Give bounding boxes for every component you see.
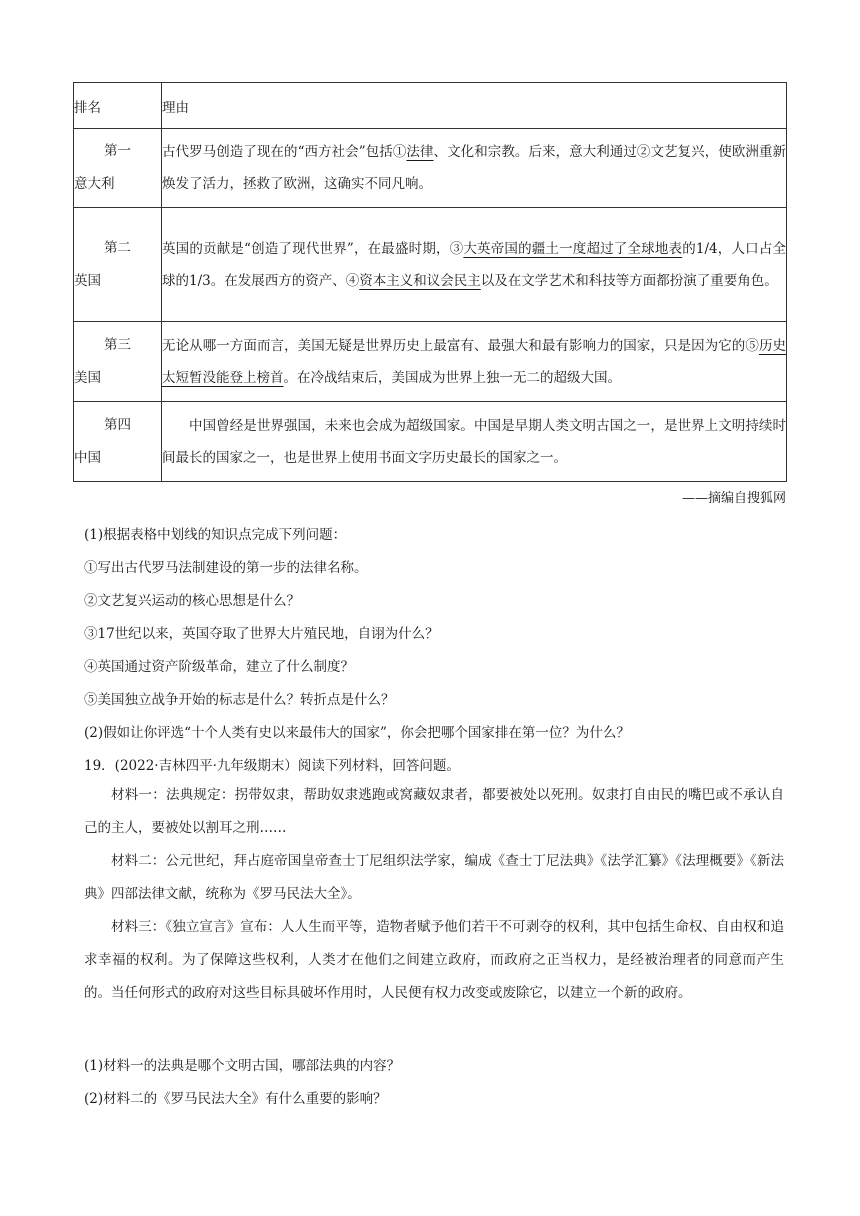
header-rank: 排名 <box>74 83 162 129</box>
reason-cell <box>162 208 787 322</box>
material-2: 材料二：公元世纪，拜占庭帝国皇帝查士丁尼组织法学家，编成《查士丁尼法典》《法学汇纂》《法理概要》《新法典》四部法律文献，统称为《罗马民法大全》。 <box>84 853 784 902</box>
reason-cell <box>162 129 787 208</box>
rank-country: 英国 <box>74 272 101 289</box>
reason-text: 无论从哪一方面而言，美国无疑是世界历史上最富有、最强大和最有影响力的国家，只是因为它的⑤ <box>162 337 759 354</box>
rank-country: 中国 <box>74 449 101 466</box>
question-19-title: 19．(2022·吉林四平·九年级期末）阅读下列材料，回答问题。 <box>84 758 460 774</box>
question-item: ①写出古代罗马法制建设的第一步的法律名称。 <box>84 560 368 576</box>
ranking-table <box>73 82 787 482</box>
rank-number: 第四 <box>104 416 131 433</box>
table-row <box>74 208 787 322</box>
reason-text: 古代罗马创造了现在的“西方社会”包括① <box>162 144 407 160</box>
question-2: (2)假如让你评选“十个人类有史以来最伟大的国家”，你会把哪个国家排在第一位？为什么？ <box>84 725 630 741</box>
reason-cell <box>162 322 787 402</box>
rank-number: 第三 <box>104 336 131 353</box>
rank-country: 意大利 <box>74 176 115 192</box>
question-item: ⑤美国独立战争开始的标志是什么？转折点是什么？ <box>84 692 395 708</box>
source-citation: ——摘编自搜狐网 <box>681 491 786 506</box>
header-reason: 理由 <box>162 83 787 129</box>
underlined-term-empire: 大英帝国的疆土一度超过了全球地表 <box>463 240 683 257</box>
reason-text: 。在冷战结束后，美国成为世界上独一无二的超级大国。 <box>283 369 621 386</box>
question-item: ④英国通过资产阶级革命，建立了什么制度？ <box>84 659 354 675</box>
table-row <box>74 402 787 482</box>
question-19-1: (1)材料一的法典是哪个文明古国，哪部法典的内容？ <box>84 1058 401 1074</box>
rank-cell <box>74 208 162 322</box>
question-item: ③17世纪以来，英国夺取了世界大片殖民地，自诩为什么？ <box>84 626 439 642</box>
underlined-term-law: 法律 <box>406 144 434 160</box>
question-19-2: (2)材料二的《罗马民法大全》有什么重要的影响？ <box>84 1091 387 1107</box>
rank-cell <box>74 322 162 402</box>
reason-text: 的1/4，人口占全球的1/3。在发展西方的资产、④ <box>162 240 786 289</box>
rank-cell <box>74 129 162 208</box>
table-row <box>74 129 787 208</box>
table-row <box>74 322 787 402</box>
reason-text: 以及在文学艺术和科技等方面都扮演了重要角色。 <box>480 272 778 289</box>
rank-cell <box>74 402 162 482</box>
question-item: ②文艺复兴运动的核心思想是什么？ <box>84 593 300 609</box>
rank-country: 美国 <box>74 369 101 386</box>
reason-text: 、文化和宗教。后来，意大利通过②文艺复兴，使欧洲重新焕发了活力，拯救了欧洲，这确实不同凡响。 <box>162 144 787 192</box>
material-1: 材料一：法典规定：拐带奴隶，帮助奴隶逃跑或窝藏奴隶者，都要被处以死刑。奴隶打自由民的嘴巴或不承认自己的主人，要被处以割耳之刑…… <box>84 787 784 836</box>
material-3: 材料三：《独立宣言》宣布：人人生而平等，造物者赋予他们若干不可剥夺的权利，其中包括生命权、自由权和追求幸福的权利。为了保障这些权利，人类才在他们之间建立政府，而政府之正当权力，是经被治理者的同意而产生的。当任何形式的政府对这些目标具破坏作用时，人民便有权力改变或废除它，以建立一个新的政府。 <box>84 919 784 1001</box>
underlined-term-history: 历史太短暂没能登上榜首 <box>162 337 787 386</box>
table-header-row <box>74 83 787 129</box>
question-intro: (1)根据表格中划线的知识点完成下列问题： <box>84 527 347 543</box>
rank-number: 第一 <box>104 143 131 159</box>
rank-number: 第二 <box>104 239 131 256</box>
reason-text: 英国的贡献是“创造了现代世界”，在最盛时期，③ <box>162 240 464 257</box>
reason-cell: 中国曾经是世界强国，未来也会成为超级国家。中国是早期人类文明古国之一，是世界上文明持续时间最长的国家之一，也是世界上使用书面文字历史最长的国家之一。 <box>162 402 787 482</box>
underlined-term-capitalism: 资本主义和议会民主 <box>359 272 481 289</box>
